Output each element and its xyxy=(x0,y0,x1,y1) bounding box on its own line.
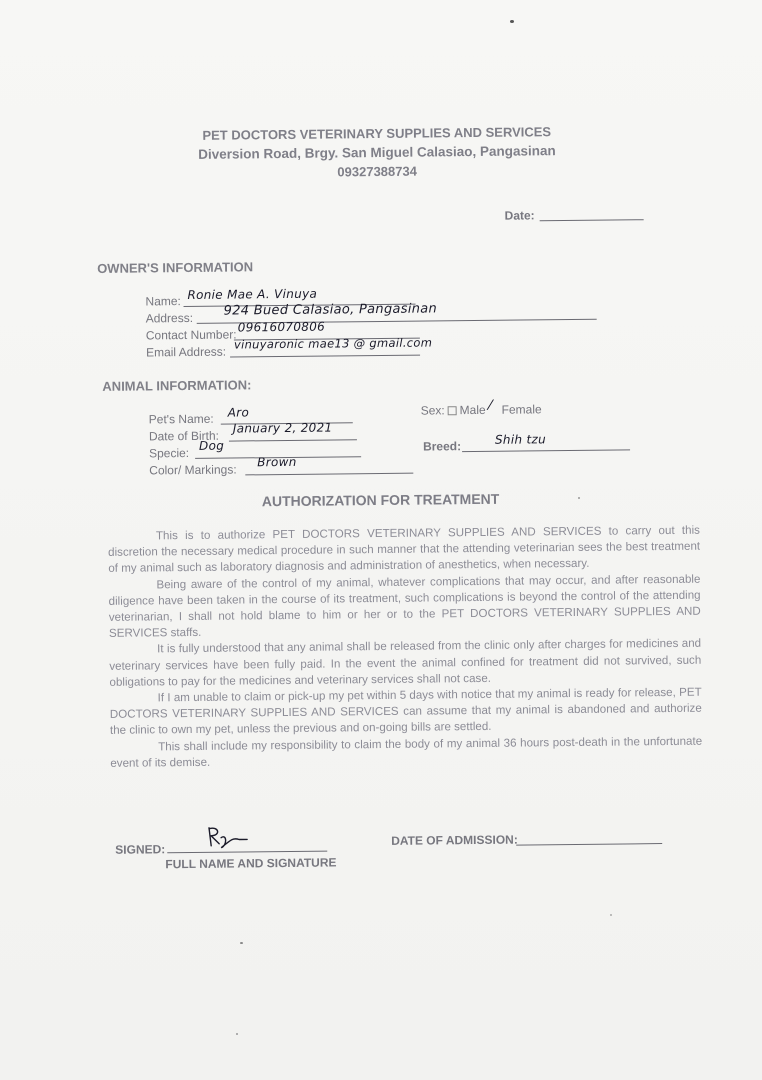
admission-date-label: DATE OF ADMISSION: xyxy=(391,832,518,848)
scan-speck xyxy=(610,914,612,916)
pet-name-value[interactable]: Aro xyxy=(227,405,250,420)
authorization-text xyxy=(108,523,703,772)
owner-contact-label: Contact Number: xyxy=(145,327,237,343)
company-name: PET DOCTORS VETERINARY SUPPLIES AND SERVICES xyxy=(202,124,552,143)
owner-contact-value[interactable]: 09616070806 xyxy=(237,319,326,335)
specie-value[interactable]: Dog xyxy=(198,438,225,453)
company-phone: 09327388734 xyxy=(337,163,417,180)
sex-label: Sex: xyxy=(420,403,445,418)
date-label: Date: xyxy=(504,208,535,223)
owner-email-line xyxy=(230,355,420,358)
sex-female-label: Female xyxy=(501,402,542,417)
authorization-paragraph: If I am unable to claim or pick-up my pet within 5 days with notice that my animal is ready for release, PET DOCTORS VETERINARY SUPPLIES AND SERVICES can assume that my animal is abandoned and authorize the clinic to own my pet, unless the previous and on-going bills are settled. xyxy=(109,685,702,738)
admission-date-line xyxy=(516,843,662,846)
signature-caption: FULL NAME AND SIGNATURE xyxy=(165,855,337,872)
company-address: Diversion Road, Brgy. San Miguel Calasiao, Pangasinan xyxy=(198,143,556,162)
date-line xyxy=(540,219,644,221)
specie-label: Specie: xyxy=(149,445,190,461)
owner-section-title: OWNER'S INFORMATION xyxy=(97,259,254,276)
breed-value[interactable]: Shih tzu xyxy=(494,432,547,447)
scan-speck xyxy=(578,497,580,499)
sex-male-checkbox[interactable] xyxy=(448,406,457,415)
authorization-paragraph: It is fully understood that any animal shall be released from the clinic only after charges for medicines and veterinary services have been fully paid. In the event the animal confined for treatment did not survived, such obligations to pay for the medicines and veterinary services shall not case. xyxy=(109,637,702,689)
authorization-paragraph: This is to authorize PET DOCTORS VETERINARY SUPPLIES AND SERVICES to carry out this discretion the necessary medical procedure in such manner that the attending veterinarian sees the best treatment of my animal such as laboratory diagnosis and administration of anesthetics, when necessary. xyxy=(108,523,701,576)
dob-line xyxy=(229,439,357,441)
scan-speck xyxy=(240,942,243,944)
authorization-paragraph: This shall include my responsibility to claim the body of my animal 36 hours post-death in the unfortunate event of its demise. xyxy=(110,734,703,770)
owner-name-value[interactable]: Ronie Mae A. Vinuya xyxy=(187,286,318,303)
authorization-title: AUTHORIZATION FOR TREATMENT xyxy=(261,490,500,510)
dob-value[interactable]: January 2, 2021 xyxy=(232,420,333,436)
signature-scribble[interactable] xyxy=(203,823,257,852)
scan-speck xyxy=(510,20,514,23)
scan-speck xyxy=(236,1033,238,1035)
color-line xyxy=(245,473,413,476)
color-value[interactable]: Brown xyxy=(257,454,297,470)
signed-label: SIGNED: xyxy=(115,842,166,857)
sex-male-label: Male xyxy=(459,402,486,418)
owner-name-label: Name: xyxy=(145,294,181,309)
owner-email-value[interactable]: vinuyaronic mae13 @ gmail.com xyxy=(233,335,433,352)
breed-label: Breed: xyxy=(422,439,462,454)
owner-address-value[interactable]: 924 Bued Calasiao, Pangasinan xyxy=(223,301,438,319)
owner-address-label: Address: xyxy=(145,310,194,326)
breed-line xyxy=(462,449,630,452)
dob-label: Date of Birth: xyxy=(148,428,220,444)
owner-email-label: Email Address: xyxy=(145,344,227,360)
sex-female-checkmark-icon: ∕ xyxy=(489,396,493,414)
color-label: Color/ Markings: xyxy=(149,462,237,478)
pet-name-label: Pet's Name: xyxy=(148,411,214,427)
authorization-paragraph: Being aware of the control of my animal, whatever complications that may occur, and after reasonable diligence have been taken in the course of its treatment, such complications is beyond the control of the attending veterinarian, I shall not hold blame to him or her or to the PET DOCTORS VETERINARY SUPPLIES AND SERVICES staffs. xyxy=(108,572,701,641)
animal-section-title: ANIMAL INFORMATION: xyxy=(102,377,252,394)
